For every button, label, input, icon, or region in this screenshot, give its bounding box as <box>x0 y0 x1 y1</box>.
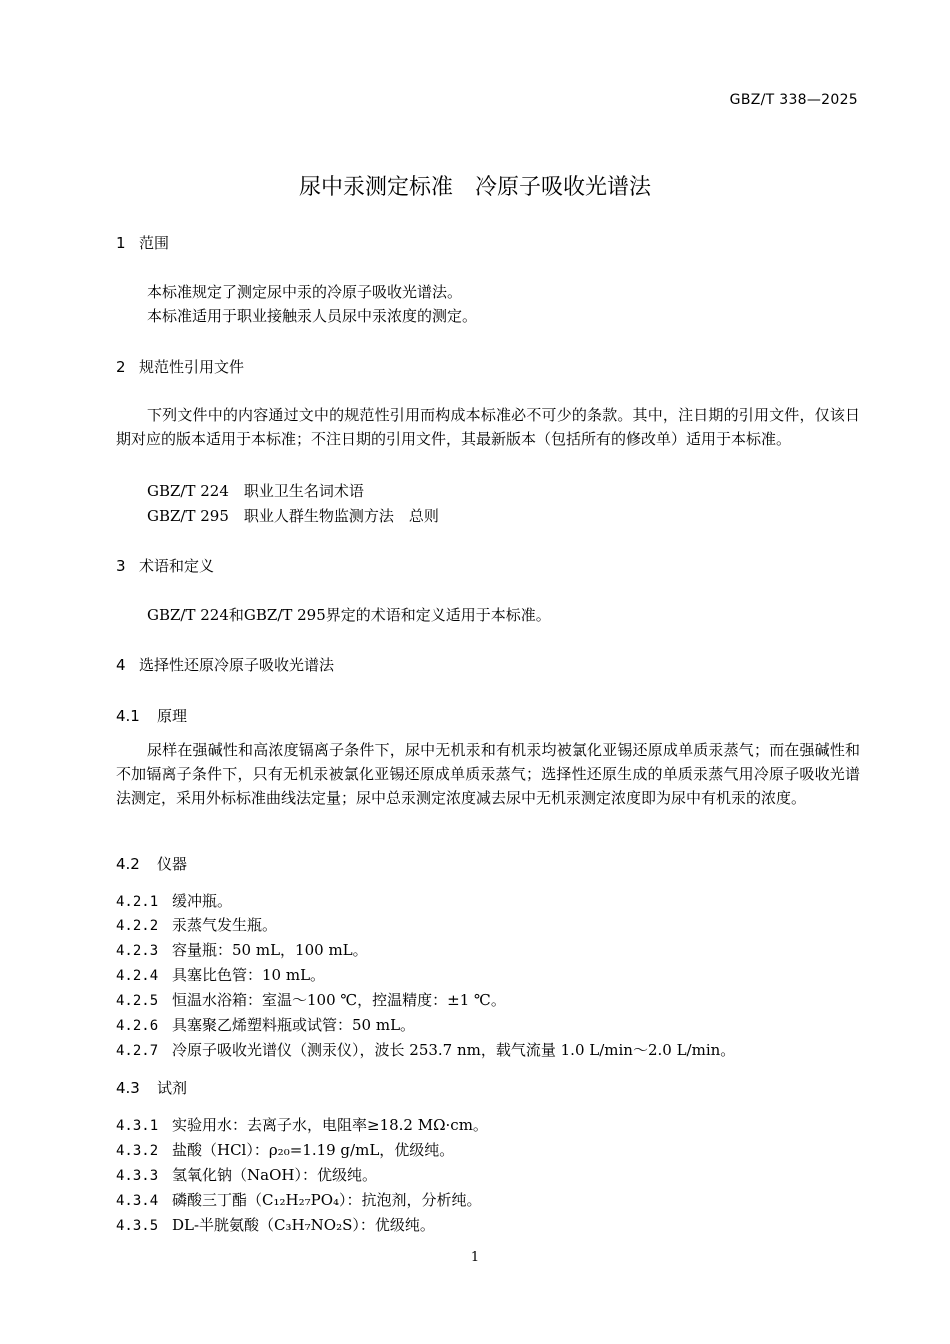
section-title: 规范性引用文件 <box>139 358 245 376</box>
subsection-heading-reagents <box>116 1077 187 1098</box>
item-text: 磷酸三丁酯（C₁₂H₂₇PO₄）：抗泡剂，分析纯。 <box>172 1191 482 1209</box>
section-heading-terms <box>116 555 214 576</box>
reference-item: GBZ/T 224 职业卫生名词术语 <box>147 482 364 500</box>
reference-item: GBZ/T 295 职业人群生物监测方法 总则 <box>147 507 439 525</box>
section-number: 3 <box>116 557 126 575</box>
item-text: DL-半胱氨酸（C₃H₇NO₂S）：优级纯。 <box>172 1216 435 1234</box>
item-number: 4.3.4 <box>116 1193 159 1209</box>
list-item <box>116 890 232 911</box>
paragraph: 尿样在强碱性和高浓度镉离子条件下，尿中无机汞和有机汞均被氯化亚锡还原成单质汞蒸气；而在强碱性和不加镉离子条件下，只有无机汞被氯化亚锡还原成单质汞蒸气；选择性还原生成的单质汞蒸气用冷原子吸收光谱法测定，采用外标标准曲线法定量；尿中总汞测定浓度减去尿中无机汞测定浓度即为尿中有机汞的浓度。 <box>116 741 860 807</box>
list-item <box>116 939 368 960</box>
item-text: 氢氧化钠（NaOH）：优级纯。 <box>172 1166 377 1184</box>
list-item <box>116 1039 735 1060</box>
section-title: 术语和定义 <box>139 557 215 575</box>
item-text: 具塞比色管：10 mL。 <box>172 966 326 984</box>
item-text: 恒温水浴箱：室温～100 ℃，控温精度：±1 ℃。 <box>172 991 506 1009</box>
section-title: 选择性还原冷原子吸收光谱法 <box>139 656 335 674</box>
section-number: 2 <box>116 358 126 376</box>
item-number: 4.2.1 <box>116 894 159 910</box>
document-title: 尿中汞测定标准 冷原子吸收光谱法 <box>298 175 651 200</box>
list-item <box>116 914 277 935</box>
list-item <box>116 989 506 1010</box>
list-item <box>116 964 325 985</box>
item-number: 4.2.4 <box>116 968 159 984</box>
section-number: 4 <box>116 656 126 674</box>
paragraph: 下列文件中的内容通过文中的规范性引用而构成本标准必不可少的条款。其中，注日期的引用文件，仅该日期对应的版本适用于本标准；不注日期的引用文件，其最新版本（包括所有的修改单）适用于本标准。 <box>116 406 860 448</box>
section-number: 4.1 <box>116 707 140 725</box>
section-number: 4.3 <box>116 1079 140 1097</box>
list-item <box>116 1189 482 1210</box>
section-number: 1 <box>116 234 126 252</box>
subsection-heading-instruments <box>116 853 187 874</box>
item-text: 实验用水：去离子水，电阻率≥18.2 MΩ·cm。 <box>172 1116 488 1134</box>
item-text: 具塞聚乙烯塑料瓶或试管：50 mL。 <box>172 1016 416 1034</box>
list-item <box>116 1139 454 1160</box>
item-text: 缓冲瓶。 <box>172 892 233 910</box>
section-title: 原理 <box>157 707 188 725</box>
section-title: 仪器 <box>157 855 188 873</box>
section-heading-method <box>116 654 334 675</box>
section-number: 4.2 <box>116 855 140 873</box>
list-item <box>116 1114 488 1135</box>
list-item <box>116 1214 435 1235</box>
item-text: 冷原子吸收光谱仪（测汞仪），波长 253.7 nm，载气流量 1.0 L/min～2.0 L/min。 <box>172 1041 736 1059</box>
item-number: 4.2.2 <box>116 918 159 934</box>
list-item <box>116 1164 377 1185</box>
item-number: 4.2.3 <box>116 943 159 959</box>
item-number: 4.2.7 <box>116 1043 159 1059</box>
item-number: 4.3.2 <box>116 1143 159 1159</box>
section-heading-scope <box>116 232 169 253</box>
subsection-heading-principle <box>116 705 187 726</box>
item-text: 盐酸（HCl）：ρ₂₀=1.19 g/mL，优级纯。 <box>172 1141 455 1159</box>
item-text: 汞蒸气发生瓶。 <box>172 916 278 934</box>
paragraph: 本标准适用于职业接触汞人员尿中汞浓度的测定。 <box>147 307 478 325</box>
item-number: 4.3.3 <box>116 1168 159 1184</box>
item-text: 容量瓶：50 mL，100 mL。 <box>172 941 368 959</box>
paragraph: 本标准规定了测定尿中汞的冷原子吸收光谱法。 <box>147 283 463 301</box>
item-number: 4.2.5 <box>116 993 159 1009</box>
section-title: 范围 <box>139 234 170 252</box>
list-item <box>116 1014 415 1035</box>
paragraph: GBZ/T 224和GBZ/T 295界定的术语和定义适用于本标准。 <box>147 606 551 624</box>
section-heading-references <box>116 356 244 377</box>
item-number: 4.3.5 <box>116 1218 159 1234</box>
section-title: 试剂 <box>157 1079 188 1097</box>
item-number: 4.3.1 <box>116 1118 159 1134</box>
item-number: 4.2.6 <box>116 1018 159 1034</box>
standard-code: GBZ/T 338—2025 <box>729 92 858 108</box>
page-number: 1 <box>470 1250 480 1265</box>
